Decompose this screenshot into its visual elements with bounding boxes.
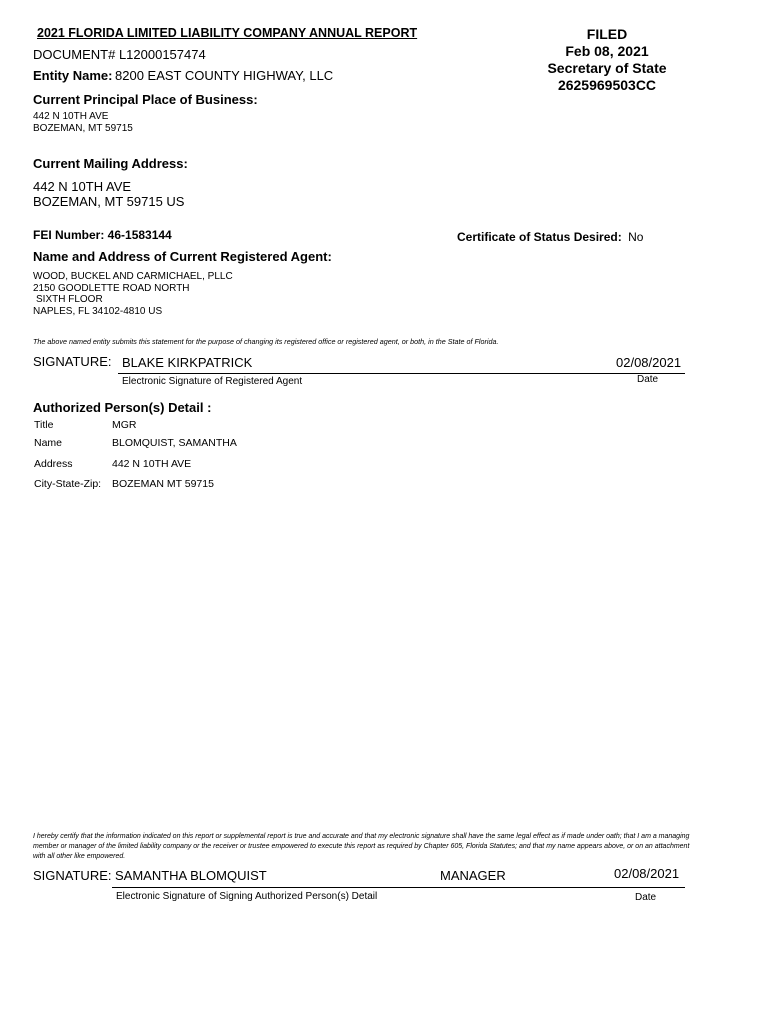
authorized-persons-heading: Authorized Person(s) Detail : (33, 400, 212, 415)
detail-title-value: MGR (112, 419, 137, 431)
authorized-signature-line (112, 887, 685, 888)
agent-line2: 2150 GOODLETTE ROAD NORTH (33, 282, 190, 294)
detail-name-value: BLOMQUIST, SAMANTHA (112, 437, 237, 449)
detail-city-value: BOZEMAN MT 59715 (112, 478, 214, 490)
filed-date: Feb 08, 2021 (565, 43, 649, 59)
principal-address (33, 111, 133, 135)
agent-line1: WOOD, BUCKEL AND CARMICHAEL, PLLC (33, 271, 233, 282)
authorized-signature-label: SIGNATURE: (33, 868, 112, 883)
authorized-signature-name: SAMANTHA BLOMQUIST (115, 868, 267, 883)
principal-address-line1: 442 N 10TH AVE (33, 111, 109, 122)
mailing-address (33, 179, 184, 209)
mailing-address-line1: 442 N 10TH AVE (33, 179, 132, 194)
certification-text: I hereby certify that the information indicated on this report or supplemental report is true and accurate and that my electronic signature shall have the same legal effect as if made under oath; that I am a managing member or manager of the limited liability company or the receiver or trustee empowered to execute this report as required by Chapter 605, Florida Statutes; and that my name appears above, or on an attachment with all other like empowered. (33, 833, 690, 860)
filed-authority: Secretary of State (547, 60, 667, 76)
agent-signature-line (118, 373, 685, 374)
fei-number: FEI Number: 46-1583144 (33, 228, 172, 242)
detail-address-value: 442 N 10TH AVE (112, 458, 192, 470)
mailing-address-label: Current Mailing Address: (33, 156, 188, 171)
report-title: 2021 FLORIDA LIMITED LIABILITY COMPANY ANNUAL REPORT (37, 26, 418, 40)
registered-agent-address (33, 271, 233, 317)
certificate-status-label: Certificate of Status Desired: (457, 230, 622, 244)
entity-name-label: Entity Name: (33, 68, 113, 83)
detail-name-label: Name (34, 437, 63, 449)
agent-signature-label: SIGNATURE: (33, 354, 112, 369)
authorized-signature-date: 02/08/2021 (614, 866, 680, 881)
authorized-date-caption: Date (635, 892, 657, 903)
principal-place-label: Current Principal Place of Business: (33, 92, 258, 107)
agent-line3: SIXTH FLOOR (36, 294, 103, 305)
agent-signature-date: 02/08/2021 (616, 355, 682, 370)
registered-agent-label: Name and Address of Current Registered Agent: (33, 249, 332, 264)
filed-stamp (534, 26, 680, 94)
filed-label: FILED (586, 26, 628, 42)
authorized-signature-caption: Electronic Signature of Signing Authorized Person(s) Detail (116, 891, 378, 902)
document-number: DOCUMENT# L12000157474 (33, 47, 206, 62)
detail-address-label: Address (34, 458, 73, 470)
principal-address-line2: BOZEMAN, MT 59715 (33, 123, 133, 134)
agent-signature-name: BLAKE KIRKPATRICK (122, 355, 253, 370)
filed-number: 2625969503CC (557, 77, 657, 93)
detail-city-label: City-State-Zip: (34, 478, 102, 490)
mailing-address-line2: BOZEMAN, MT 59715 US (33, 194, 185, 209)
agent-line4: NAPLES, FL 34102-4810 US (33, 305, 163, 317)
authorized-signature-title: MANAGER (440, 868, 506, 883)
detail-title-label: Title (34, 419, 54, 431)
certificate-status (457, 230, 643, 244)
agent-date-caption: Date (637, 374, 659, 385)
entity-name-value: 8200 EAST COUNTY HIGHWAY, LLC (115, 68, 334, 83)
agent-statement: The above named entity submits this statement for the purpose of changing its registered office or registered agent, or both, in the State of Florida. (33, 337, 499, 346)
certificate-status-value: No (628, 230, 644, 244)
agent-signature-caption: Electronic Signature of Registered Agent (122, 376, 303, 387)
